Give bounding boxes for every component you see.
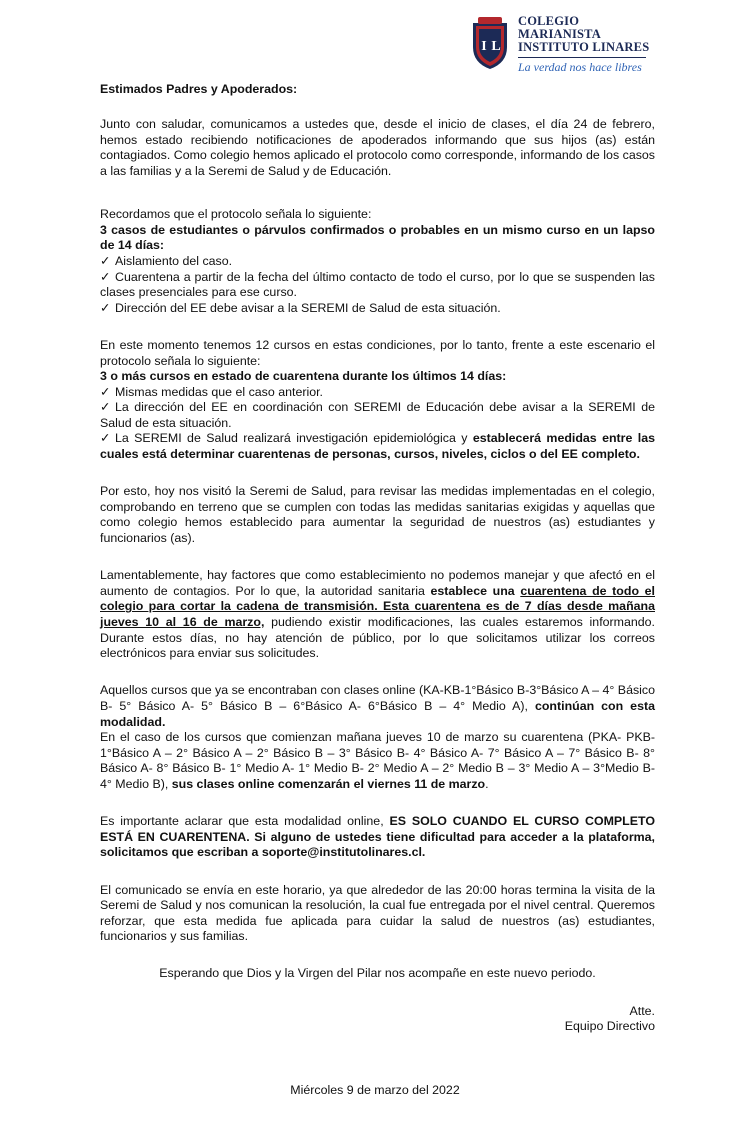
scenario-item: ✓ La dirección del EE en coordinación con SEREMI de Educación debe avisar a la SEREMI de Salud de esta situación. (100, 400, 655, 430)
paragraph-new-quarantine-courses: En el caso de los cursos que comienzan mañana jueves 10 de marzo su cuarentena (PKA- PKB- 1°Básico A – 2° Básico A – 2° Básico B – 3° Básico B- 4° Básico A- 7° Básico A – 7° Básico B- 8° Básico A- 8° Básico B- 1° Medio A- 1° Medio B- 2° Medio A – 2° Medio B – 3° Medio A – 3°Medio B- 4° Medio B), sus clases online comenzarán el viernes 11 de marzo. (100, 730, 655, 791)
check-icon: ✓ (100, 400, 111, 415)
signature-atte: Atte. (629, 1003, 655, 1018)
document-date: Miércoles 9 de marzo del 2022 (290, 1083, 460, 1097)
protocol-intro: Recordamos que el protocolo señala lo siguiente: (100, 207, 372, 222)
school-shield-icon (470, 17, 510, 71)
shield-letter-right: L (491, 39, 501, 54)
letter-body (100, 82, 655, 1035)
school-name-line1: COLEGIO MARIANISTA (518, 13, 602, 41)
paragraph-intro: Junto con saludar, comunicamos a ustedes que, desde el inicio de clases, el día 24 de febrero, hemos estado recibiendo notificaciones de apoderados informando que sus hijos (as) están contagiados. Como colegio hemos aplicado el protocolo como corresponde, informando de los casos a las familias y a la Seremi de Salud y de Educación. (100, 117, 655, 178)
signature-team: Equipo Directivo (564, 1019, 655, 1034)
scenario-item: ✓ Mismas medidas que el caso anterior. (100, 384, 323, 399)
check-icon: ✓ (100, 431, 111, 446)
paragraph-quarantine: Lamentablemente, hay factores que como establecimiento no podemos manejar y que afectó en el aumento de contagios. Por lo que, la autoridad sanitaria establece una cuarentena de todo el colegio para cortar la cadena de transmisión. Esta cuarentena es de 7 días desde mañana jueves 10 al 16 de marzo, pudiendo existir modificaciones, las cuales estaremos informando. Durante estos días, no hay atención de público, por lo que solicitamos utilizar los correos electrónicos para enviar sus solicitudes. (100, 568, 655, 661)
paragraph-visit: Por esto, hoy nos visitó la Seremi de Salud, para revisar las medidas implementadas en el colegio, comprobando en terreno que se cumplen con todas las medidas sanitarias exigidas y aquellas que como colegio hemos establecido para aumentar la seguridad de nuestros (as) estudiantes y funcionarios (as). (100, 484, 655, 546)
school-name-block (518, 15, 660, 74)
greeting: Estimados Padres y Apoderados: (100, 82, 298, 96)
logo-divider (518, 57, 646, 58)
scenario-rule-heading: 3 o más cursos en estado de cuarentena durante los últimos 14 días: (100, 369, 507, 384)
closing-line: Esperando que Dios y la Virgen del Pilar nos acompañe en este nuevo periodo. (159, 966, 596, 981)
school-logo (470, 14, 660, 74)
protocol-item: ✓ Cuarentena a partir de la fecha del último contacto de todo el curso, por lo que se suspenden las clases presenciales para ese curso. (100, 269, 655, 300)
scenario-item: ✓ La SEREMI de Salud realizará investigación epidemiológica y establecerá medidas entre las cuales está determinar cuarentenas de personas, cursos, niveles, ciclos o del EE completo. (100, 431, 655, 462)
school-name-line2: INSTITUTO LINARES (518, 39, 650, 54)
shield-letter-left: I (481, 39, 487, 54)
school-motto: La verdad nos hace libres (518, 59, 642, 74)
check-icon: ✓ (100, 269, 111, 284)
check-icon: ✓ (100, 253, 111, 268)
check-icon: ✓ (100, 300, 111, 315)
paragraph-online-courses: Aquellos cursos que ya se encontraban con clases online (KA-KB-1°Básico B-3°Básico A – 4° Básico B- 5° Básico A- 5° Básico B – 6°Básico A- 6°Básico B – 4° Medio A), continúan con esta modalidad. (100, 683, 655, 729)
check-icon: ✓ (100, 384, 111, 399)
protocol-item: ✓ Aislamiento del caso. (100, 253, 233, 268)
paragraph-schedule-note: El comunicado se envía en este horario, ya que alrededor de las 20:00 horas termina la visita de la Seremi de Salud y nos comunican la resolución, la cual fue entregada por el nivel central. Queremos reforzar, que esta medida fue aplicada para cuidar la salud de nuestros (as) estudiantes, funcionarios y sus familias. (100, 882, 655, 944)
paragraph-online-clarification: Es importante aclarar que esta modalidad online, ES SOLO CUANDO EL CURSO COMPLETO ESTÁ EN CUARENTENA. Si alguno de ustedes tiene dificultad para acceder a la plataforma, solicitamos que escriban a soporte@institutolinares.cl. (100, 814, 655, 860)
protocol-item: ✓ Dirección del EE debe avisar a la SEREMI de Salud de esta situación. (100, 300, 501, 315)
protocol-rule-heading: 3 casos de estudiantes o párvulos confirmados o probables en un mismo curso en un lapso de 14 días: (100, 222, 655, 253)
scenario-intro: En este momento tenemos 12 cursos en estas condiciones, por lo tanto, frente a este escenario el protocolo señala lo siguiente: (100, 337, 655, 368)
